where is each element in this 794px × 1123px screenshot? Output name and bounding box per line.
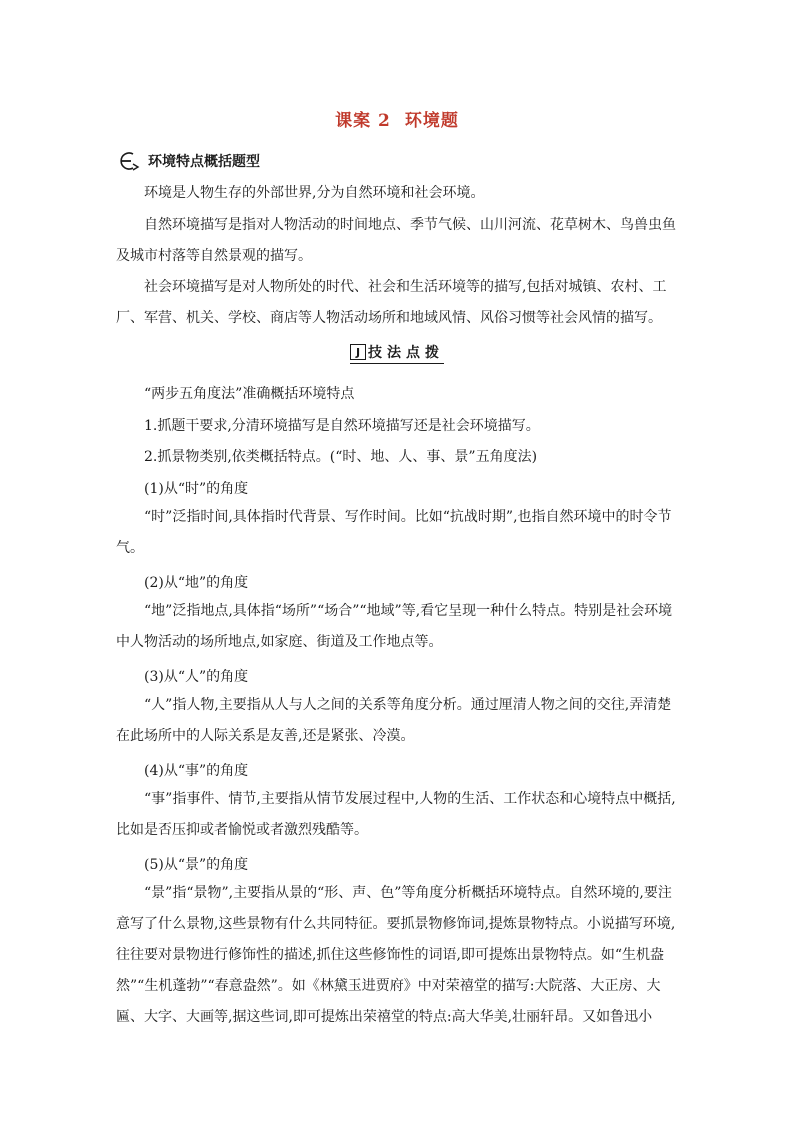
angle-people-body: “人”指人物,主要指从人与人之间的关系等角度分析。通过厘清人物之间的交往,弄清楚在此场所中的人际关系是友善,还是紧张、冷漠。 xyxy=(116,697,672,744)
angle-time-body: “时”泛指时间,具体指时代背景、写作时间。比如“抗战时期”,也指自然环境中的时令节气。 xyxy=(116,509,672,556)
paragraph-environment-definition: 环境是人物生存的外部世界,分为自然环境和社会环境。 xyxy=(144,185,485,201)
circle-one-icon xyxy=(116,150,144,172)
skills-heading xyxy=(0,342,794,364)
title-lesson-number: 课案 2 xyxy=(335,111,391,131)
angle-people-heading: (3)从“人”的角度 xyxy=(144,669,249,685)
section-label: 环境特点概括题型 xyxy=(148,154,260,170)
angle-event-heading: (4)从“事”的角度 xyxy=(144,763,249,779)
angle-place-heading: (2)从“地”的角度 xyxy=(144,575,249,591)
step-two: 2.抓景物类别,依类概括特点。(“时、地、人、事、景”五角度法) xyxy=(144,449,538,465)
angle-scenery-heading: (5)从“景”的角度 xyxy=(144,857,249,873)
paragraph-social-environment: 社会环境描写是对人物所处的时代、社会和生活环境等的描写,包括对城镇、农村、工厂、军营、机关、学校、商店等人物活动场所和地域风情、风俗习惯等社会风情的描写。 xyxy=(116,279,667,326)
paragraph-natural-environment: 自然环境描写是指对人物活动的时间地点、季节气候、山川河流、花草树木、鸟兽虫鱼及城市村落等自然景观的描写。 xyxy=(116,217,676,264)
step-one: 1.抓题干要求,分清环境描写是自然环境描写还是社会环境描写。 xyxy=(144,418,540,434)
skills-heading-label: 技法点拨 xyxy=(368,345,444,361)
angle-scenery-body: “景”指“景物”,主要指从景的“形、声、色”等角度分析概括环境特点。自然环境的,要注意写了什么景物,这些景物有什么共同特征。要抓景物修饰词,提炼景物特点。小说描写环境,往往要对景物进行修饰性的描述,抓住这些修饰性的词语,即可提炼出景物特点。如“生机盎然”“生机蓬勃”“春意盎然”。如《林黛玉进贾府》中对荣禧堂的描写:大院落、大正房、大匾、大字、大画等,据这些词,即可提炼出荣禧堂的特点:高大华美,壮丽轩昂。又如鲁迅小 xyxy=(116,885,676,1025)
angle-time-heading: (1)从“时”的角度 xyxy=(144,481,249,497)
angle-place-body: “地”泛指地点,具体指“场所”“场合”“地域”等,看它呈现一种什么特点。特别是社会环境中人物活动的场所地点,如家庭、街道及工作地点等。 xyxy=(116,603,673,650)
title-topic: 环境题 xyxy=(404,111,459,131)
page-title xyxy=(0,106,794,131)
angle-event-body: “事”指事件、情节,主要指从情节发展过程中,人物的生活、工作状态和心境特点中概括,比如是否压抑或者愉悦或者激烈残酷等。 xyxy=(116,791,676,838)
method-intro: “两步五角度法”准确概括环境特点 xyxy=(144,386,355,402)
section-heading xyxy=(116,150,260,172)
j-badge-icon: J xyxy=(350,344,366,360)
